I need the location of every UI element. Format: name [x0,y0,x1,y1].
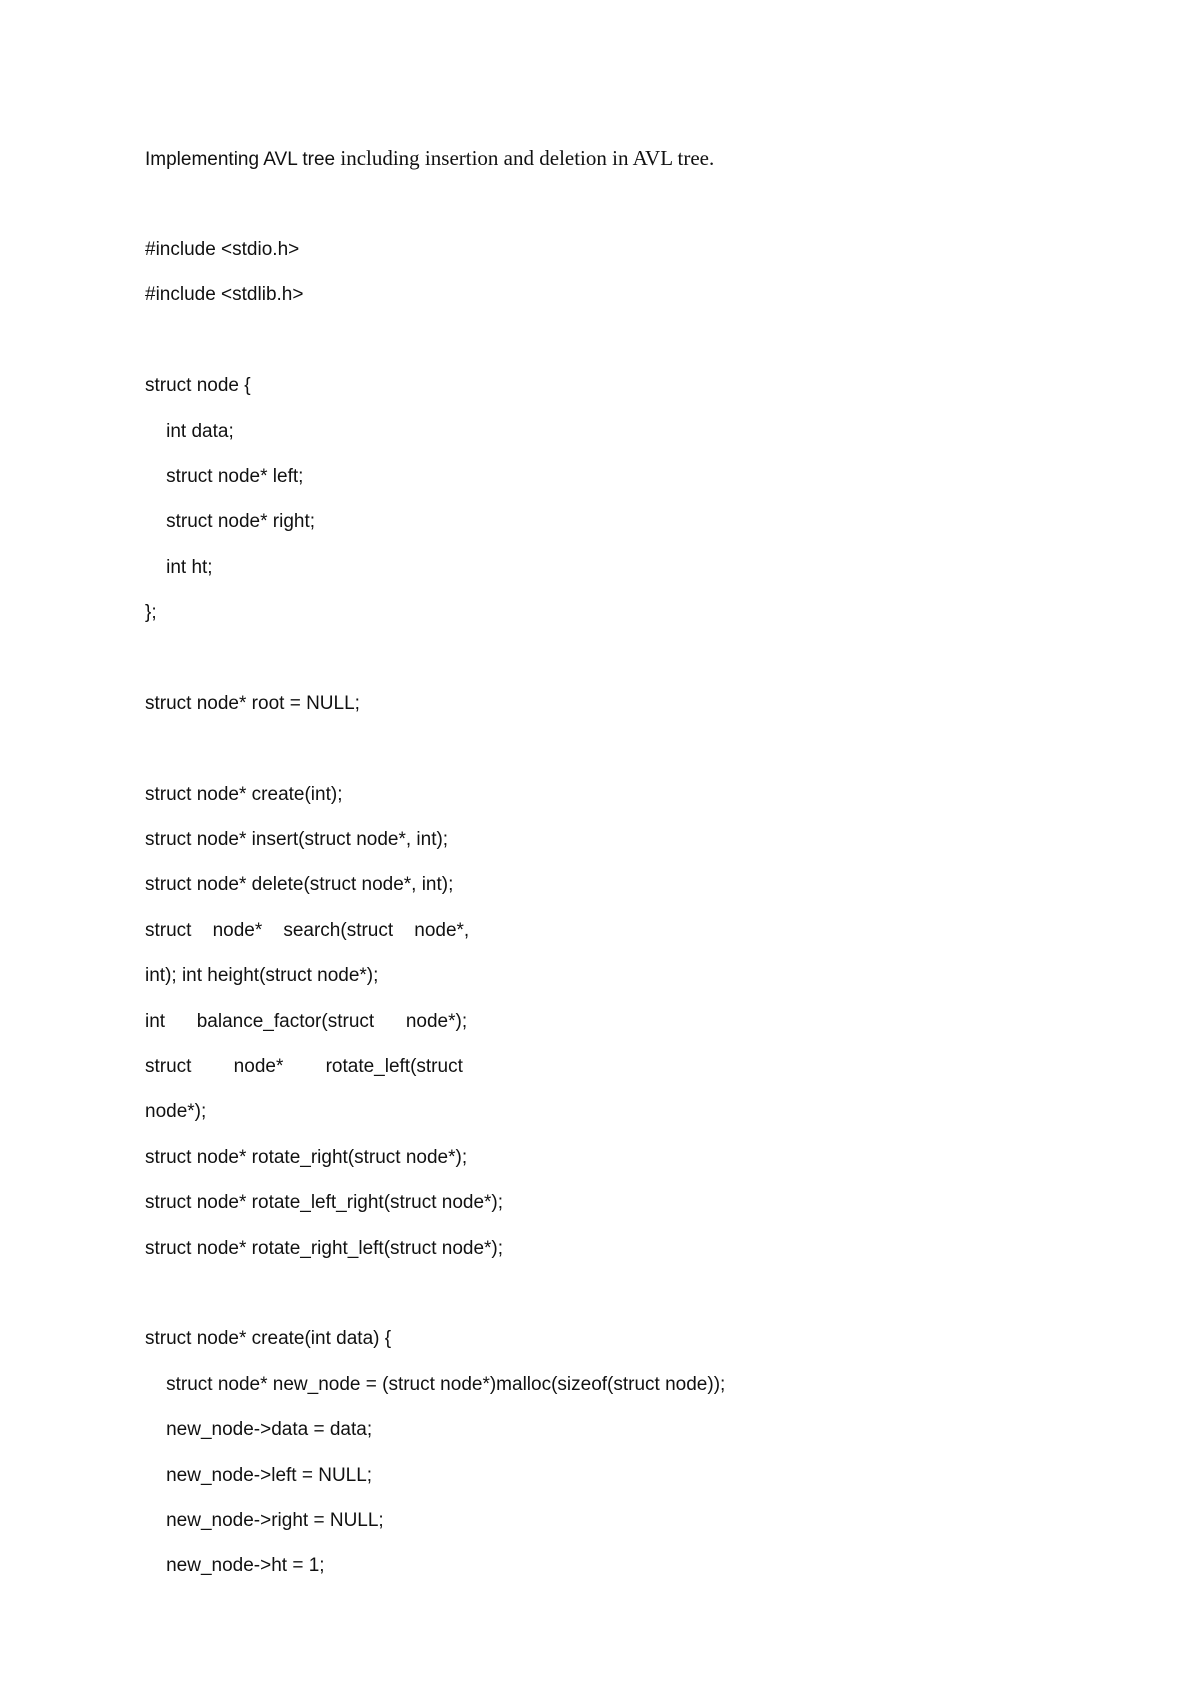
title-sans-part: Implementing AVL tree [145,149,336,170]
code-line: struct node* create(int data) { [145,1328,392,1350]
code-block [145,238,1045,1600]
code-line: struct node* create(int); [145,783,343,805]
code-line: new_node->left = NULL; [145,1464,373,1486]
code-line: int ht; [145,556,213,578]
code-line: struct node { [145,375,251,397]
code-line: new_node->data = data; [145,1419,373,1441]
code-line: struct node* insert(struct node*, int); [145,829,449,851]
code-line: int); int height(struct node*); [145,965,379,987]
code-line [145,1282,1045,1327]
code-line: node*); [145,1101,207,1123]
code-line: int data; [145,420,234,442]
code-line: struct node* rotate_right_left(struct node*); [145,1237,504,1259]
code-line: new_node->ht = 1; [145,1555,325,1577]
code-line: new_node->right = NULL; [145,1509,384,1531]
document-title [145,144,714,174]
code-line: struct node* left; [145,465,304,487]
code-line: }; [145,602,157,624]
code-line [145,737,1045,782]
code-line: struct node* rotate_right(struct node*); [145,1146,468,1168]
code-line: struct node* delete(struct node*, int); [145,874,454,896]
code-line [145,647,1045,692]
code-line [145,329,1045,374]
code-line: struct node* root = NULL; [145,692,360,714]
code-line: struct node* right; [145,511,316,533]
code-line: int balance_factor(struct node*); [145,1010,468,1032]
code-line: struct node* search(struct node*, [145,919,470,941]
code-line: #include <stdlib.h> [145,284,304,306]
code-line: #include <stdio.h> [145,239,300,260]
code-line: struct node* rotate_left(struct [145,1056,463,1078]
code-line: struct node* rotate_left_right(struct node*); [145,1192,504,1214]
code-line: struct node* new_node = (struct node*)malloc(sizeof(struct node)); [145,1373,726,1395]
title-serif-part: including insertion and deletion in AVL tree. [335,146,715,170]
